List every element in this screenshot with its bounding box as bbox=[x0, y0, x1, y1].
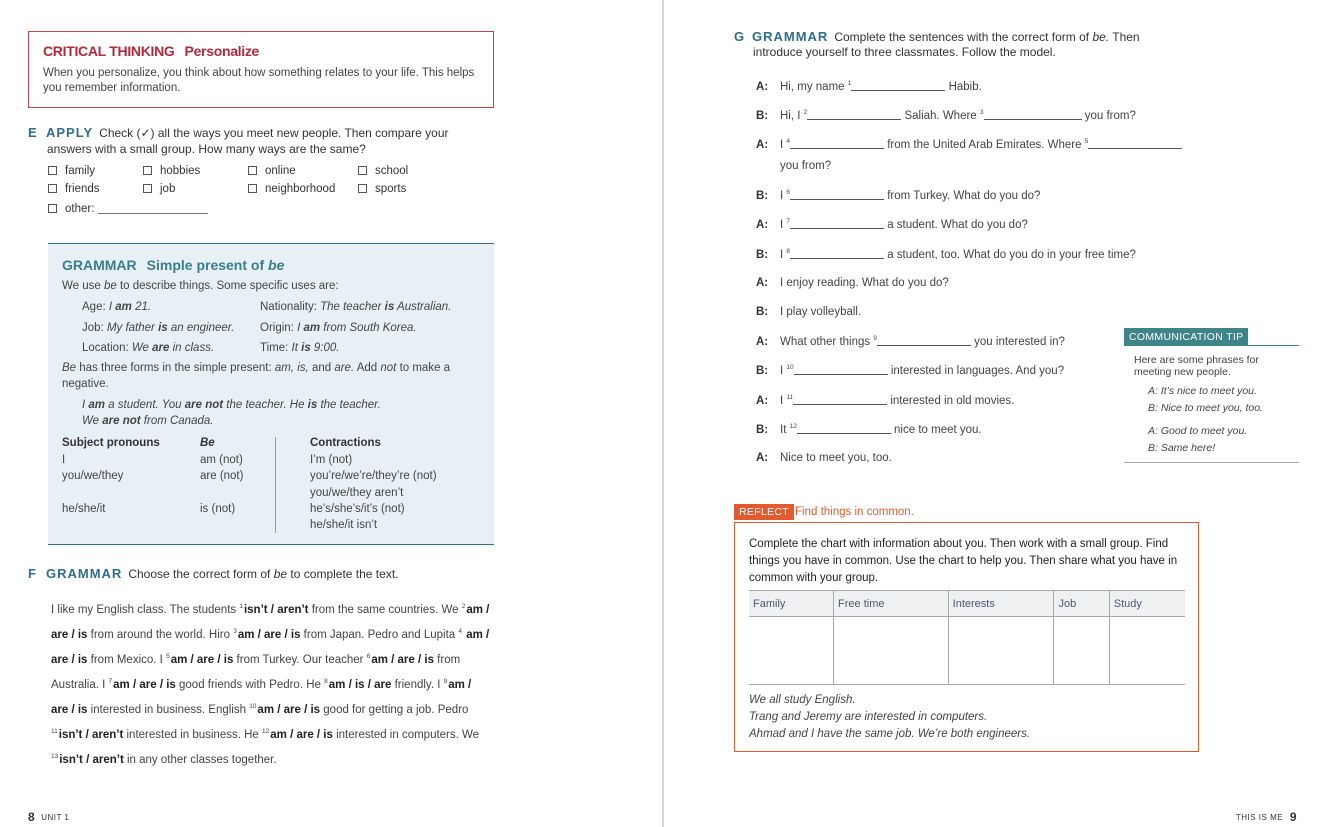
tip-example: B: Same here! bbox=[1148, 442, 1216, 454]
use-job: Job: My father is an engineer. bbox=[82, 322, 235, 334]
grammar-box bbox=[48, 243, 494, 545]
use-origin: Origin: I am from South Korea. bbox=[260, 322, 417, 334]
chart-header-family: Family bbox=[749, 591, 834, 617]
checkbox-icon[interactable] bbox=[48, 184, 57, 193]
checkbox-hobbies[interactable]: hobbies bbox=[143, 165, 200, 177]
checkbox-family[interactable]: family bbox=[48, 165, 95, 177]
checkbox-icon[interactable] bbox=[358, 166, 367, 175]
checkbox-icon[interactable] bbox=[143, 166, 152, 175]
table-cell: he’s/she’s/it’s (not) bbox=[310, 503, 405, 515]
checkbox-online[interactable]: online bbox=[248, 165, 296, 177]
chart-header-study: Study bbox=[1109, 591, 1185, 617]
table-cell: he/she/it isn’t bbox=[310, 519, 378, 531]
checkbox-icon[interactable] bbox=[248, 166, 257, 175]
dialogue-line: you from? bbox=[780, 160, 832, 172]
communication-tip bbox=[1124, 328, 1299, 454]
chart-header-interests: Interests bbox=[948, 591, 1054, 617]
answer-blank[interactable] bbox=[1088, 148, 1182, 149]
table-header-be: Be bbox=[200, 437, 215, 449]
use-time: Time: It is 9:00. bbox=[260, 342, 340, 354]
dialogue-line: A: Nice to meet you, too. bbox=[756, 452, 892, 464]
reflect-tag: REFLECT bbox=[734, 504, 794, 520]
chart-cell-job[interactable] bbox=[1054, 617, 1109, 685]
table-cell: I’m (not) bbox=[310, 454, 353, 466]
tip-example: A: Good to meet you. bbox=[1148, 425, 1248, 437]
checkbox-icon[interactable] bbox=[48, 166, 57, 175]
dialogue-line: B: I $^6$ from Turkey. What do you do? bbox=[756, 189, 1041, 202]
dialogue-line: B: I $^{10}$ interested in languages. And you? bbox=[756, 364, 1065, 377]
example-2: We are not from Canada. bbox=[82, 415, 214, 427]
forms-line2: negative. bbox=[62, 378, 109, 390]
table-cell: are (not) bbox=[200, 470, 244, 482]
answer-blank[interactable] bbox=[790, 199, 884, 200]
answer-blank[interactable] bbox=[790, 258, 884, 259]
answer-blank[interactable] bbox=[794, 374, 888, 375]
chart-cell-family[interactable] bbox=[749, 617, 834, 685]
tip-example: B: Nice to meet you, too. bbox=[1148, 402, 1263, 414]
page-number-right: THIS IS ME 9 bbox=[1235, 810, 1297, 824]
dialogue-line: A: I $^7$ a student. What do you do? bbox=[756, 218, 1028, 231]
answer-blank[interactable] bbox=[877, 345, 971, 346]
section-f-exercise-text: I like my English class. The students $^1$isn’t / aren’t from the same countries. We $^2$am / are / is from around the world. Hiro $^3$am / are / is from Japan. Pedro and Lupita $^4$ am / are / is from Mexico. I $^5$am / are / is from Turkey. Our teacher $^6$am / are / is from Australia. I $^7$am / are / is good friends with Pedro. He $^8$am / is / are friendly. I $^9$am / are / is interested in business. English $^{10}$am / are / is good for getting a job. Pedro $^{11}$isn’t / aren’t interested in business. He $^{12}$am / are / is interested in computers. We $^{13}$isn’t / aren’t in any other classes together. bbox=[51, 603, 490, 766]
table-cell: you/we/they bbox=[62, 470, 124, 482]
chart-cell-interests[interactable] bbox=[948, 617, 1054, 685]
dialogue-line: B: Hi, I $^2$ Saliah. Where $^3$ you from? bbox=[756, 109, 1136, 122]
answer-blank[interactable] bbox=[797, 433, 891, 434]
communication-tip-text: Here are some phrases for meeting new people. bbox=[1134, 354, 1259, 378]
table-header-contractions: Contractions bbox=[310, 437, 381, 449]
tip-example: A: It’s nice to meet you. bbox=[1148, 385, 1257, 397]
checkbox-icon[interactable] bbox=[358, 184, 367, 193]
answer-blank[interactable] bbox=[807, 119, 901, 120]
table-cell: you’re/we’re/they’re (not) bbox=[310, 470, 437, 482]
example-1: I am a student. You are not the teacher. He is the teacher. bbox=[82, 399, 381, 411]
checkbox-icon[interactable] bbox=[48, 204, 57, 213]
checkbox-sports[interactable]: sports bbox=[358, 183, 406, 195]
other-answer-line[interactable] bbox=[98, 213, 208, 214]
reflect-title: Find things in common. bbox=[795, 506, 914, 518]
chart-header-job: Job bbox=[1054, 591, 1109, 617]
table-cell: he/she/it bbox=[62, 503, 106, 515]
use-location: Location: We are in class. bbox=[82, 342, 215, 354]
checkbox-other[interactable]: other: bbox=[48, 203, 208, 215]
dialogue-line: B: It $^{12}$ nice to meet you. bbox=[756, 423, 982, 436]
reflect-example: Ahmad and I have the same job. We’re both engineers. bbox=[749, 728, 1031, 740]
reflect-chart bbox=[749, 590, 1185, 685]
dialogue-line: A: I $^4$ from the United Arab Emirates. Where $^5$ bbox=[756, 138, 1182, 151]
checkbox-icon[interactable] bbox=[248, 184, 257, 193]
forms-line1: Be has three forms in the simple present: am, is, and are. Add not to make a bbox=[62, 362, 451, 374]
grammar-intro: We use be to describe things. Some specific uses are: bbox=[62, 280, 339, 292]
answer-blank[interactable] bbox=[984, 119, 1082, 120]
section-g-heading: G GRAMMAR Complete the sentences with the correct form of be. Then bbox=[734, 29, 1140, 44]
checkbox-friends[interactable]: friends bbox=[48, 183, 100, 195]
table-cell: am (not) bbox=[200, 454, 243, 466]
dialogue-line: A: What other things $^9$ you interested in? bbox=[756, 335, 1065, 348]
reflect-instructions: Complete the chart with information about you. Then work with a small group. Find things you have in common. Use the chart to help you. Then share what you have in common with your group. bbox=[749, 538, 1178, 584]
reflect-example: Trang and Jeremy are interested in computers. bbox=[749, 711, 988, 723]
section-g-instruction-line2: introduce yourself to three classmates. Follow the model. bbox=[753, 45, 1056, 59]
dialogue-line: A: I $^{11}$ interested in old movies. bbox=[756, 394, 1015, 407]
answer-blank[interactable] bbox=[851, 90, 945, 91]
use-nationality: Nationality: The teacher is Australian. bbox=[260, 301, 452, 313]
chart-cell-free-time[interactable] bbox=[834, 617, 949, 685]
dialogue-line: B: I $^8$ a student, too. What do you do in your free time? bbox=[756, 248, 1136, 261]
grammar-box-title: GRAMMAR Simple present of be bbox=[62, 257, 285, 273]
checkbox-neighborhood[interactable]: neighborhood bbox=[248, 183, 335, 195]
checkbox-icon[interactable] bbox=[143, 184, 152, 193]
critical-thinking-title: CRITICAL THINKING Personalize bbox=[43, 43, 260, 59]
table-divider bbox=[275, 437, 276, 533]
communication-tip-heading: COMMUNICATION TIP bbox=[1124, 328, 1248, 346]
section-e-heading: E APPLY Check (✓) all the ways you meet new people. Then compare your bbox=[28, 125, 449, 140]
table-cell: I bbox=[62, 454, 66, 466]
answer-blank[interactable] bbox=[790, 148, 884, 149]
chart-header-free-time: Free time bbox=[834, 591, 949, 617]
dialogue-line: B: I play volleyball. bbox=[756, 306, 862, 318]
dialogue-line: A: Hi, my name $^1$ Habib. bbox=[756, 80, 982, 93]
answer-blank[interactable] bbox=[793, 404, 887, 405]
divider bbox=[1124, 462, 1299, 463]
right-page bbox=[664, 0, 1319, 827]
reflect-box bbox=[734, 522, 1199, 752]
section-e-instruction-line2: answers with a small group. How many ways are the same? bbox=[47, 142, 366, 156]
answer-blank[interactable] bbox=[790, 228, 884, 229]
dialogue-line: A: I enjoy reading. What do you do? bbox=[756, 277, 949, 289]
checkbox-school[interactable]: school bbox=[358, 165, 408, 177]
critical-thinking-box bbox=[28, 31, 494, 108]
critical-thinking-text: When you personalize, you think about how something relates to your life. This helps you remember information. bbox=[43, 67, 475, 94]
reflect-example: We all study English. bbox=[749, 694, 856, 706]
section-f-heading: F GRAMMAR Choose the correct form of be to complete the text. bbox=[28, 566, 399, 581]
table-cell: you/we/they aren’t bbox=[310, 487, 404, 499]
chart-cell-study[interactable] bbox=[1109, 617, 1185, 685]
use-age: Age: I am 21. bbox=[82, 301, 152, 313]
table-header-pronouns: Subject pronouns bbox=[62, 437, 160, 449]
checkbox-job[interactable]: job bbox=[143, 183, 175, 195]
page-number-left: 8 UNIT 1 bbox=[28, 810, 70, 824]
table-cell: is (not) bbox=[200, 503, 236, 515]
